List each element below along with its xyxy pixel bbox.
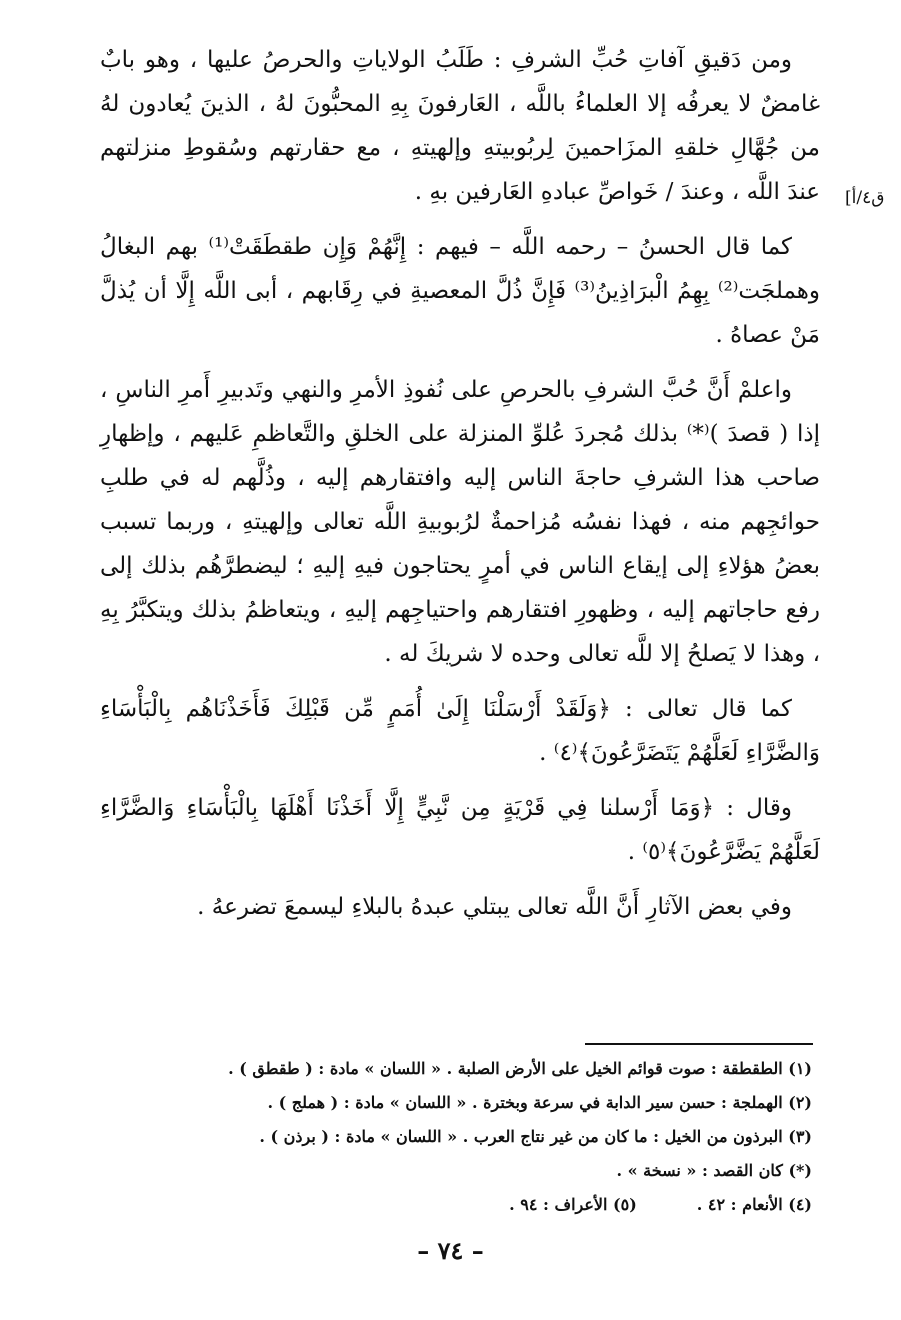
paragraph-2: كما قال الحسنُ – رحمه اللَّه – فيهم : إِنَّهُمْ وَإِن طقطَقَتْ⁽¹⁾ بهم البغالُ وهملجَت⁽²⁾ بِهِمُ الْبرَاذِينُ⁽³⁾ فَإِنَّ ذُلَّ المعصيةِ في رِقَابهم ، أبى اللَّه إِلَّا أن يُذلَّ مَنْ عصاهُ . [100,234,820,348]
footnote-4-text: (٤) الأنعام : ٤٢ . [696,1195,812,1214]
footnote-divider [585,1043,813,1045]
page-number: – ٧٤ – [417,1236,484,1265]
manuscript-folio-marker: ق٤/أ] [845,188,885,208]
footnote-star-text: (*) كان القصد : « نسخة » . [616,1161,812,1180]
paragraph-6: وفي بعض الآثارِ أَنَّ اللَّه تعالى يبتلي عبدهُ بالبلاءِ ليسمعَ تضرعهُ . [197,894,792,920]
paragraph-4: كما قال تعالى : ﴿وَلَقَدْ أَرْسَلْنَا إِلَىٰ أُمَمٍ مِّن قَبْلِكَ فَأَخَذْنَاهُم بِالْبَأْسَاءِ وَالضَّرَّاءِ لَعَلَّهُمْ يَتَضَرَّعُونَ﴾⁽٤⁾ . [100,696,820,766]
footnote-5-text: (٥) الأعراف : ٩٤ . [509,1195,637,1214]
footnote-3 [100,1120,812,1154]
footnote-star [100,1154,812,1188]
footnote-1 [100,1052,812,1086]
paragraph-1: ومن دَقيقِ آفاتِ حُبِّ الشرفِ : طَلَبُ الولاياتِ والحرصُ عليها ، وهو بابٌ غامضٌ لا يعرفُه إلا العلماءُ باللَّه ، العَارفونَ بِهِ المحبُّونَ لهُ ، الذينَ يُعادون لهُ من جُهَّالِ خلقهِ المزَاحمينَ لِربُوبيتهِ وإلهيتهِ ، مع حقارتهم وسُقوطِ منزلتهم عندَ اللَّه ، وعندَ / خَواصِّ عبادهِ العَارفين بهِ . [100,47,820,205]
footnote-1-text: (١) الطقطقة : صوت قوائم الخيل على الأرض الصلبة . « اللسان » مادة : ( طقطق ) . [228,1059,812,1078]
footnote-2 [100,1086,812,1120]
footnote-4-5 [100,1188,812,1222]
main-text [100,38,820,940]
footnote-2-text: (٢) الهملجة : حسن سير الدابة في سرعة وبخترة . « اللسان » مادة : ( هملج ) . [267,1093,812,1112]
footnote-3-text: (٣) البرذون من الخيل : ما كان من غير نتاج العرب . « اللسان » مادة : ( برذن ) . [259,1127,812,1146]
paragraph-3: واعلمْ أَنَّ حُبَّ الشرفِ بالحرصِ على نُفوذِ الأمرِ والنهي وتَدبيرِ أَمرِ الناسِ ، إذا ( قصدَ )⁽*⁾ بذلك مُجردَ عُلوِّ المنزلة على الخلقِ والتَّعاظمِ عَليهم ، وإظهارِ صاحب هذا الشرفِ حاجةَ الناس إليه وافتقارهم إليه ، وذُلَّهم له في طلبِ حوائجِهم منه ، فهذا نفسُه مُزاحمةٌ لرُبوبيةِ اللَّه تعالى وإلهيتهِ ، وربما تسبب بعضُ هؤلاءِ إلى إيقاع الناس في أمرٍ يحتاجون فيهِ إليهِ ؛ ليضطرَّهُم بذلك إلى رفع حاجاتهم إليه ، وظهورِ افتقارهم واحتياجِهم إليهِ ، ويتعاظمُ بذلك ويتكبَّرُ بِهِ ، وهذا لا يَصلحُ إلا للَّه تعالى وحده لا شريكَ له . [100,377,820,667]
footnotes [100,1052,812,1222]
paragraph-5: وقال : ﴿وَمَا أَرْسلنا فِي قَرْيَةٍ مِن نَّبِيٍّ إِلَّا أَخَذْنَا أَهْلَهَا بِالْبَأْسَاءِ وَالضَّرَّاءِ لَعَلَّهُمْ يَضَّرَّعُونَ﴾⁽٥⁾ . [100,795,820,865]
